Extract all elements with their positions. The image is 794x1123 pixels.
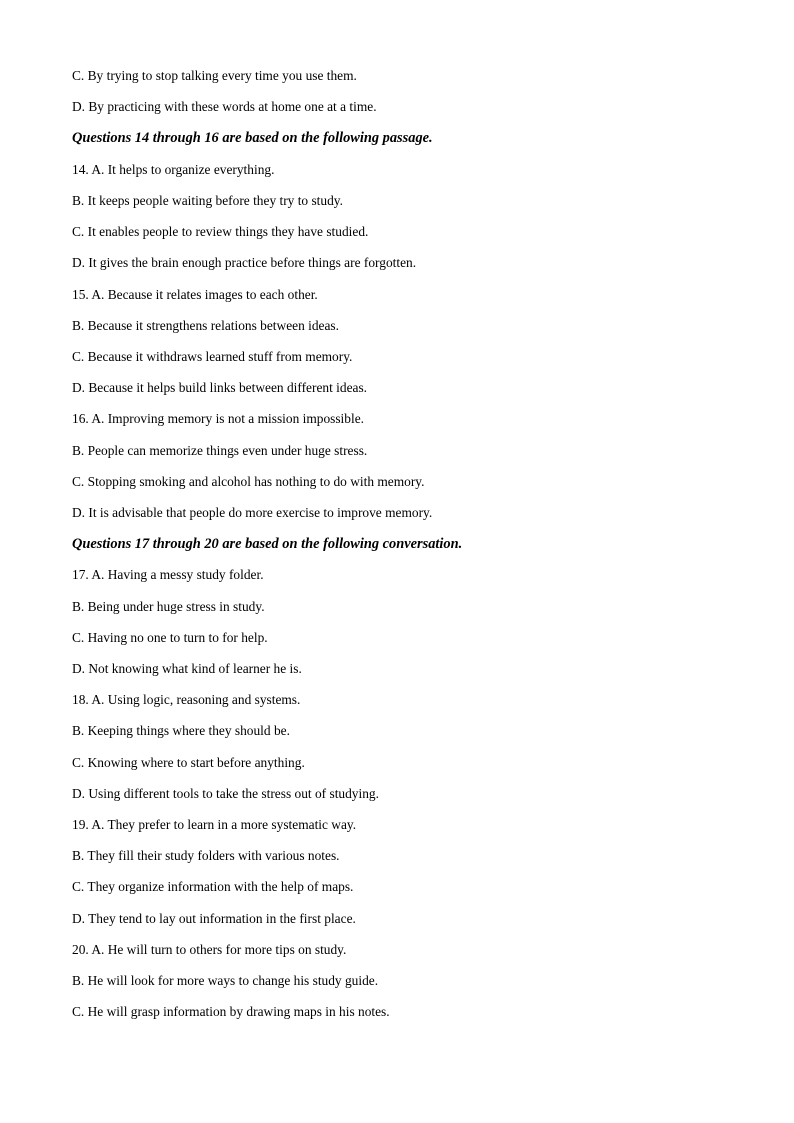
option-14-a: 14. A. It helps to organize everything. [72, 162, 275, 177]
option-20-b: B. He will look for more ways to change his study guide. [72, 973, 379, 988]
option-14-b: B. It keeps people waiting before they try to study. [72, 193, 343, 208]
option-17-b: B. Being under huge stress in study. [72, 599, 265, 614]
option-19-c: C. They organize information with the help of maps. [72, 879, 354, 894]
option-17-d: D. Not knowing what kind of learner he is. [72, 661, 302, 676]
option-18-d: D. Using different tools to take the stress out of studying. [72, 786, 379, 801]
option-18-a: 18. A. Using logic, reasoning and systems. [72, 692, 301, 707]
option-15-a: 15. A. Because it relates images to each other. [72, 287, 318, 302]
option-15-c: C. Because it withdraws learned stuff from memory. [72, 349, 353, 364]
option-13-c: C. By trying to stop talking every time you use them. [72, 68, 357, 83]
option-15-b: B. Because it strengthens relations between ideas. [72, 318, 339, 333]
option-13-d: D. By practicing with these words at home one at a time. [72, 99, 377, 114]
option-19-b: B. They fill their study folders with various notes. [72, 848, 340, 863]
option-18-c: C. Knowing where to start before anything. [72, 755, 305, 770]
option-19-a: 19. A. They prefer to learn in a more systematic way. [72, 817, 357, 832]
option-15-d: D. Because it helps build links between different ideas. [72, 380, 368, 395]
option-17-a: 17. A. Having a messy study folder. [72, 567, 264, 582]
section-heading-17-20: Questions 17 through 20 are based on the following conversation. [72, 536, 463, 552]
option-16-b: B. People can memorize things even under huge stress. [72, 443, 368, 458]
option-16-d: D. It is advisable that people do more exercise to improve memory. [72, 505, 433, 520]
option-16-a: 16. A. Improving memory is not a mission impossible. [72, 411, 364, 426]
option-17-c: C. Having no one to turn to for help. [72, 630, 268, 645]
option-18-b: B. Keeping things where they should be. [72, 723, 290, 738]
section-heading-14-16: Questions 14 through 16 are based on the following passage. [72, 130, 433, 146]
option-20-a: 20. A. He will turn to others for more tips on study. [72, 942, 347, 957]
option-14-d: D. It gives the brain enough practice before things are forgotten. [72, 255, 417, 270]
option-20-c: C. He will grasp information by drawing maps in his notes. [72, 1004, 390, 1019]
option-19-d: D. They tend to lay out information in the first place. [72, 911, 356, 926]
option-16-c: C. Stopping smoking and alcohol has nothing to do with memory. [72, 474, 425, 489]
option-14-c: C. It enables people to review things they have studied. [72, 224, 369, 239]
